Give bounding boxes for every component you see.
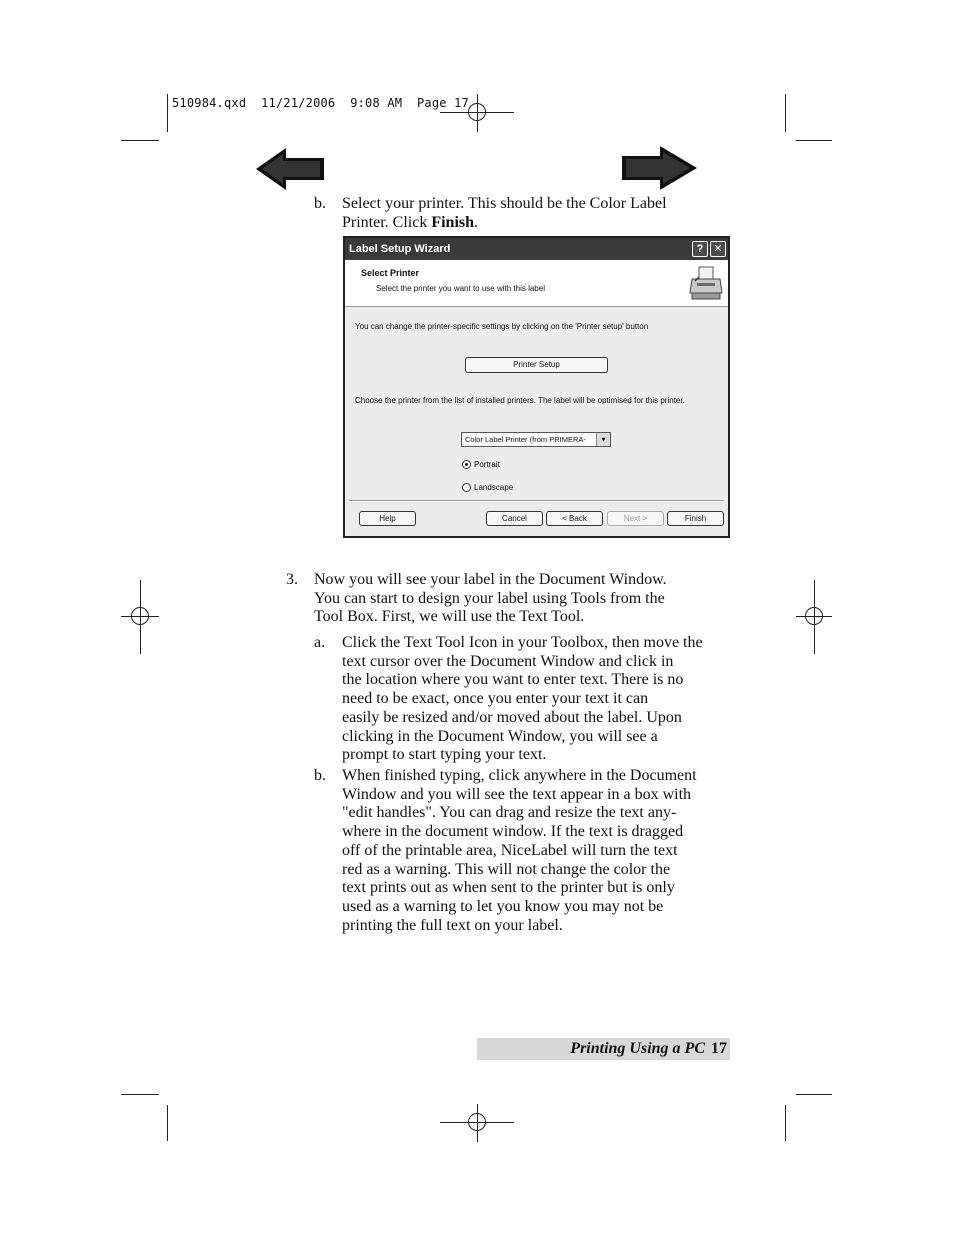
next-button[interactable]: Next > <box>607 511 664 526</box>
file-slug: 510984.qxd 11/21/2006 9:08 AM Page 17 <box>172 96 469 110</box>
paragraph-line: When finished typing, click anywhere in the Document <box>342 767 697 784</box>
paragraph-line: printing the full text on your label. <box>342 916 563 934</box>
footer-section-title: Printing Using a PC <box>570 1040 705 1057</box>
right-arrow-icon[interactable] <box>620 144 700 192</box>
wizard-step-title: Select Printer <box>361 268 420 278</box>
left-arrow-icon[interactable] <box>254 146 326 192</box>
back-button[interactable]: < Back <box>546 511 603 526</box>
printer-icon <box>689 265 723 301</box>
landscape-radio[interactable] <box>462 483 471 492</box>
close-icon[interactable]: ✕ <box>710 241 726 257</box>
list-marker: 3. <box>286 571 298 588</box>
paragraph-line: Click the Text Tool Icon in your Toolbox, then move the <box>342 634 703 651</box>
printer-setup-hint: You can change the printer-specific settings by clicking on the 'Printer setup' button <box>355 322 649 331</box>
paragraph-line: "edit handles". You can drag and resize the text any- <box>342 804 677 822</box>
paragraph-line: where in the document window. If the text is dragged <box>342 823 684 841</box>
paragraph-line: the location where you want to enter text. There is no <box>342 671 684 689</box>
paragraph-line: Printer. Click Finish. <box>342 213 479 231</box>
chevron-down-icon[interactable]: ▾ <box>596 433 610 446</box>
paragraph-line: text prints out as when sent to the printer but is only <box>342 879 675 897</box>
dialog-title: Label Setup Wizard <box>349 243 451 255</box>
paragraph-line: easily be resized and/or moved about the label. Upon <box>342 708 682 726</box>
dialog-divider <box>349 500 724 502</box>
paragraph-line: text cursor over the Document Window and click in <box>342 652 674 670</box>
dialog-titlebar <box>345 238 728 260</box>
portrait-label: Portrait <box>474 460 500 469</box>
page-footer <box>477 1038 730 1060</box>
page-number: 17 <box>711 1040 727 1057</box>
paragraph-line: off of the printable area, NiceLabel will turn the text <box>342 841 678 859</box>
paragraph-line: Now you will see your label in the Document Window. <box>314 571 667 588</box>
paragraph-line: Select your printer. This should be the Color Label <box>342 195 667 212</box>
list-marker: b. <box>314 195 326 212</box>
paragraph-line: Tool Box. First, we will use the Text Tool. <box>314 608 585 626</box>
help-button[interactable]: Help <box>359 511 416 526</box>
paragraph-line: clicking in the Document Window, you will see a <box>342 727 658 745</box>
list-marker: a. <box>314 634 326 651</box>
paragraph-line: prompt to start typing your text. <box>342 746 547 764</box>
landscape-label: Landscape <box>474 483 514 492</box>
wizard-header <box>345 260 728 307</box>
help-titlebar-icon[interactable]: ? <box>692 241 708 257</box>
paragraph-line: need to be exact, once you enter your text it can <box>342 690 649 708</box>
paragraph-line: You can start to design your label using Tools from the <box>314 589 665 607</box>
list-marker: b. <box>314 767 326 784</box>
choose-printer-hint: Choose the printer from the list of installed printers. The label will be optimised for this printer. <box>355 396 685 405</box>
wizard-step-subtitle: Select the printer you want to use with this label <box>376 284 545 293</box>
label-setup-wizard-dialog <box>343 236 730 538</box>
portrait-radio[interactable] <box>462 460 471 469</box>
paragraph-line: used as a warning to let you know you may not be <box>342 897 664 915</box>
printer-select[interactable] <box>461 432 611 447</box>
finish-button[interactable]: Finish <box>667 511 724 526</box>
printer-select-value: Color Label Printer (from PRIMERA- <box>465 435 586 444</box>
printer-setup-button[interactable]: Printer Setup <box>465 357 608 373</box>
paragraph-line: Window and you will see the text appear in a box with <box>342 785 692 803</box>
finish-emphasis: Finish <box>431 213 475 231</box>
paragraph-line: red as a warning. This will not change the color the <box>342 860 671 878</box>
cancel-button[interactable]: Cancel <box>486 511 543 526</box>
